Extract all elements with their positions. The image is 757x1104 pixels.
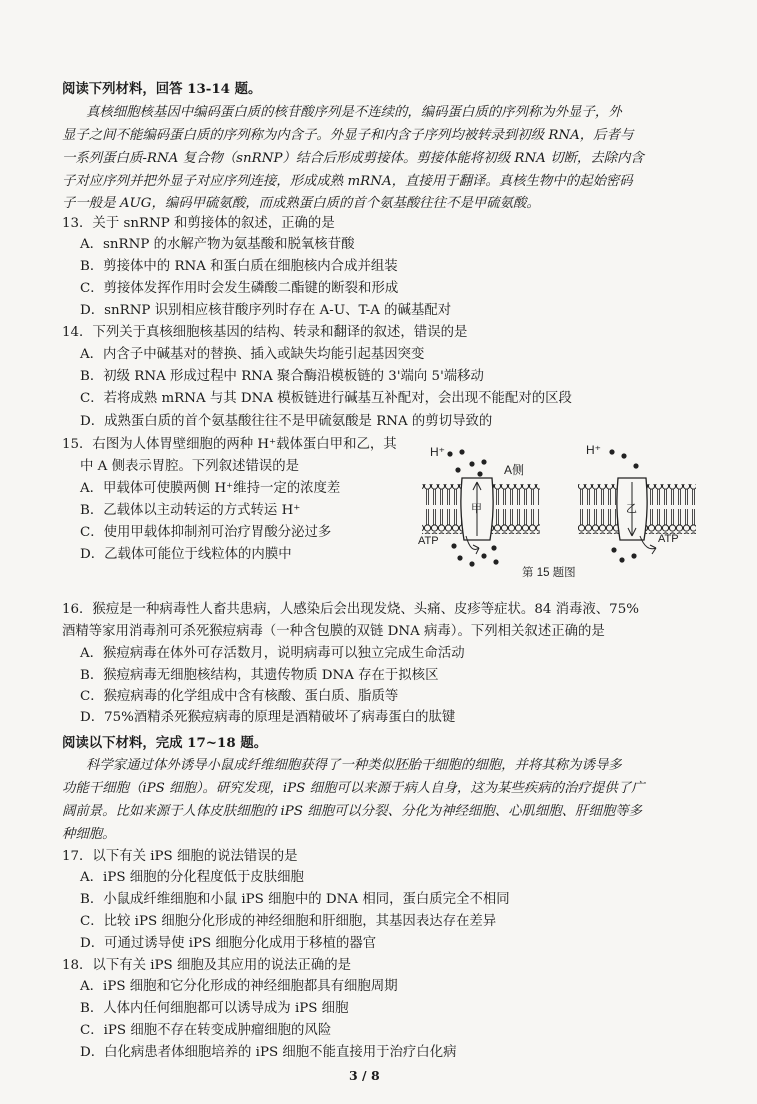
label-carrier-jia: 甲 <box>471 503 482 515</box>
q16-option-d: D．75%酒精杀死猴痘病毒的原理是酒精破坏了病毒蛋白的肽键 <box>80 710 456 725</box>
label-h-right: H⁺ <box>586 443 601 457</box>
q17-stem: 17．以下有关 iPS 细胞的说法错误的是 <box>62 849 298 864</box>
passage1-line: 子对应序列并把外显子对应序列连接，形成成熟 mRNA，直接用于翻译。真核生物中的起始密码 <box>62 174 633 189</box>
q16-option-a: A．猴痘病毒在体外可存活数月，说明病毒可以独立完成生命活动 <box>80 646 465 661</box>
passage1-line: 一系列蛋白质-RNA 复合物（snRNP）结合后形成剪接体。剪接体能将初级 RNA 切断，去除内含 <box>62 151 644 166</box>
passage1-line: 显子之间不能编码蛋白质的序列称为内含子。外显子和内含子序列均被转录到初级 RNA，后者与 <box>62 128 634 143</box>
q17-option-b: B．小鼠成纤维细胞和小鼠 iPS 细胞中的 DNA 相同，蛋白质完全不相同 <box>80 892 510 907</box>
q17-option-c: C．比较 iPS 细胞分化形成的神经细胞和肝细胞，其基因表达存在差异 <box>80 914 497 929</box>
q15-stem: 15．右图为人体胃壁细胞的两种 H⁺载体蛋白甲和乙，其 <box>62 437 397 452</box>
q16-stem: 16．猴痘是一种病毒性人畜共患病，人感染后会出现发烧、头痛、皮疹等症状。84 消毒液、75% <box>62 602 639 617</box>
q14-option-d: D．成熟蛋白质的首个氨基酸往往不是甲硫氨酸是 RNA 的剪切导致的 <box>80 414 493 429</box>
membrane-right <box>578 449 696 562</box>
label-atp-right: ATP <box>658 533 679 545</box>
q18-option-b: B．人体内任何细胞都可以诱导成为 iPS 细胞 <box>80 1001 349 1016</box>
label-side-a: A侧 <box>504 463 525 477</box>
q13-option-c: C．剪接体发挥作用时会发生磷酸二酯键的断裂和形成 <box>80 281 399 296</box>
q13-option-a: A．snRNP 的水解产物为氨基酸和脱氧核苷酸 <box>80 237 355 252</box>
label-atp-left: ATP <box>418 535 439 547</box>
q17-option-a: A．iPS 细胞的分化程度低于皮肤细胞 <box>80 870 304 885</box>
q13-option-d: D．snRNP 识别相应核苷酸序列时存在 A-U、T-A 的碱基配对 <box>80 303 452 318</box>
figure-caption: 第 15 题图 <box>522 567 576 579</box>
q18-option-a: A．iPS 细胞和它分化形成的神经细胞都具有细胞周期 <box>80 979 398 994</box>
page-number: 3 / 8 <box>349 1068 380 1083</box>
q17-option-d: D．可通过诱导使 iPS 细胞分化成用于移植的器官 <box>80 936 377 951</box>
label-h-left: H⁺ <box>430 445 445 459</box>
passage2-line: 功能干细胞（iPS 细胞）。研究发现，iPS 细胞可以来源于病人自身，这为某些疾病的治疗提供了广 <box>62 781 645 796</box>
q15-option-d: D．乙载体可能位于线粒体的内膜中 <box>80 547 292 562</box>
q13-stem: 13．关于 snRNP 和剪接体的叙述，正确的是 <box>62 216 335 231</box>
q16-option-c: C．猴痘病毒的化学组成中含有核酸、蛋白质、脂质等 <box>80 689 399 704</box>
q15-option-a: A．甲载体可使膜两侧 H⁺维持一定的浓度差 <box>80 481 341 496</box>
passage2-line: 科学家通过体外诱导小鼠成纤维细胞获得了一种类似胚胎干细胞的细胞，并将其称为诱导多 <box>86 758 622 773</box>
passage2-line: 种细胞。 <box>62 827 116 842</box>
q13-option-b: B．剪接体中的 RNA 和蛋白质在细胞核内合成并组装 <box>80 259 398 274</box>
q15-stem: 中 A 侧表示胃腔。下列叙述错误的是 <box>80 459 300 474</box>
passage2-line: 阔前景。比如来源于人体皮肤细胞的 iPS 细胞可以分裂、分化为神经细胞、心肌细胞、肝细胞等多 <box>62 804 642 819</box>
q16-stem: 酒精等家用消毒剂可杀死猴痘病毒（一种含包膜的双链 DNA 病毒）。下列相关叙述正确的是 <box>62 624 605 639</box>
q14-option-c: C．若将成熟 mRNA 与其 DNA 模板链进行碱基互补配对，会出现不能配对的区段 <box>80 391 572 406</box>
q14-option-b: B．初级 RNA 形成过程中 RNA 聚合酶沿模板链的 3'端向 5'端移动 <box>80 369 484 384</box>
q15-option-c: C．使用甲载体抑制剂可治疗胃酸分泌过多 <box>80 525 332 540</box>
q16-option-b: B．猴痘病毒无细胞核结构，其遗传物质 DNA 存在于拟核区 <box>80 668 439 683</box>
label-carrier-yi: 乙 <box>626 503 637 515</box>
passage1-heading: 阅读下列材料，回答 13-14 题。 <box>62 81 262 97</box>
passage2-heading: 阅读以下材料，完成 17~18 题。 <box>62 735 268 751</box>
q14-option-a: A．内含子中碱基对的替换、插入或缺失均能引起基因突变 <box>80 347 425 362</box>
passage1-line: 子一般是 AUG，编码甲硫氨酸，而成熟蛋白质的首个氨基酸往往不是甲硫氨酸。 <box>62 196 540 211</box>
q15-membrane-figure <box>410 432 710 587</box>
q15-option-b: B．乙载体以主动转运的方式转运 H⁺ <box>80 503 301 518</box>
q18-stem: 18．以下有关 iPS 细胞及其应用的说法正确的是 <box>62 958 352 973</box>
passage1-line: 真核细胞核基因中编码蛋白质的核苷酸序列是不连续的，编码蛋白质的序列称为外显子，外 <box>86 105 622 120</box>
q18-option-d: D．白化病患者体细胞培养的 iPS 细胞不能直接用于治疗白化病 <box>80 1045 457 1060</box>
q14-stem: 14．下列关于真核细胞核基因的结构、转录和翻译的叙述，错误的是 <box>62 325 468 340</box>
q18-option-c: C．iPS 细胞不存在转变成肿瘤细胞的风险 <box>80 1023 332 1038</box>
